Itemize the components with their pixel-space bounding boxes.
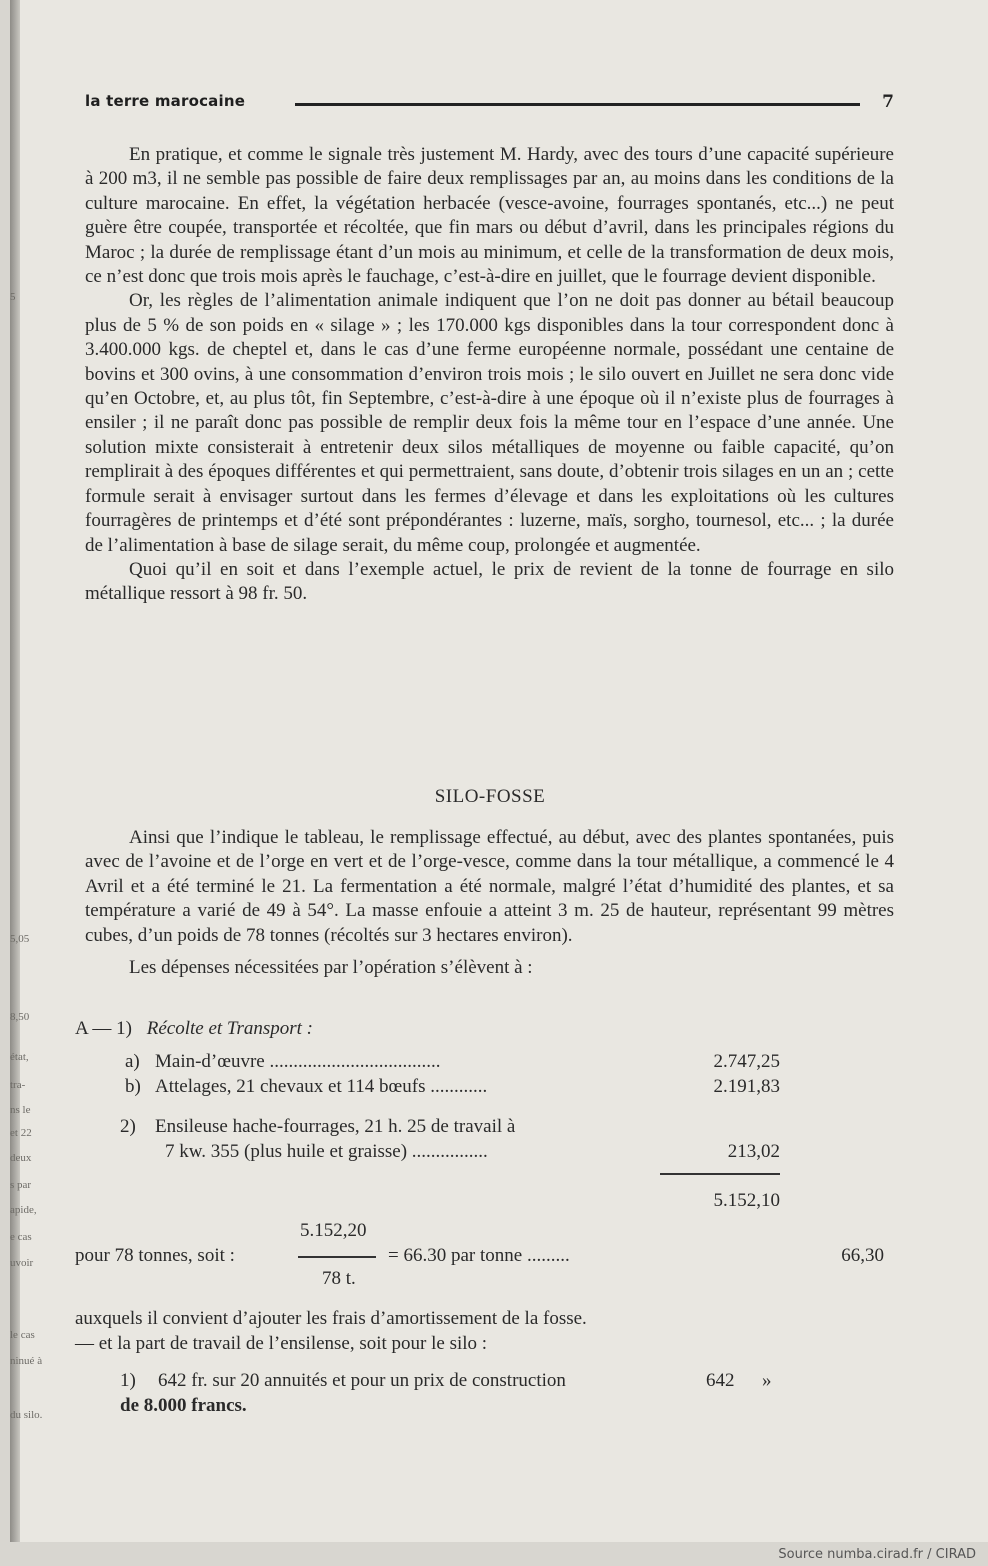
item-c-text-1: Ensileuse hache-fourrages, 21 h. 25 de travail à xyxy=(155,1116,516,1137)
margin-fragment: ns le xyxy=(10,1104,31,1116)
item-b-label: b) xyxy=(125,1076,141,1097)
calc-result: = 66.30 par tonne ......... xyxy=(388,1245,570,1266)
margin-fragment: 5 xyxy=(10,291,16,303)
paragraph: Quoi qu’il en soit et dans l’exemple actuel, le prix de revient de la tonne de fourrage en silo métallique ressort à 98 fr. 50. xyxy=(85,558,894,605)
section-title: SILO-FOSSE xyxy=(434,786,546,807)
source-credit: Source numba.cirad.fr / CIRAD xyxy=(778,1547,976,1562)
journal-title: la terre marocaine xyxy=(85,92,246,110)
margin-fragment: 8,50 xyxy=(10,1011,30,1023)
closing-line-2: — et la part de travail de l’ensilense, soit pour le silo : xyxy=(75,1333,488,1354)
paragraph: Or, les règles de l’alimentation animale indiquent que l’on ne doit pas donner au bétail beaucoup plus de 5 % de son poids en « silage » ; les 170.000 kgs disponibles dans la tour correspondent donc à 3.400.000 kgs. de cheptel et, dans le cas d’une ferme européenne normale, possédant une centaine de bovins et 300 ovins, à une consommation d’environ trois mois ; le silo ouvert en Juillet ne sera donc vide qu’en Octobre, et, au plus tôt, fin Septembre, c’est-à-dire à une époque où il n’existe plus de fourrages à ensiler ; il ne paraît donc pas possible de remplir deux fois la même tour en l’espace d’une année. Une solution mixte consisterait à entretenir deux silos métalliques de moyenne ou faible capacité, qu’on remplirait à des époques différentes et qui permettraient, sans doute, d’obtenir trois silages en un an ; cette formule serait à envisager surtout dans les fermes d’élevage et dans les exploitations où les cultures fourragères de printemps et d’été sont prépondérantes : luzerne, maïs, sorgho, tournesol, etc... ; la durée de l’alimentation à base de silage serait, du même coup, prolongée et augmentée. xyxy=(85,290,894,556)
margin-fragment: ninué à xyxy=(10,1355,43,1367)
silo-body-text xyxy=(85,826,894,980)
margin-fragment: s par xyxy=(10,1179,32,1191)
section-a-title: Récolte et Transport : xyxy=(146,1018,313,1039)
margin-fragment: e cas xyxy=(10,1231,32,1243)
closing-item-amount: 642 xyxy=(706,1370,735,1391)
margin-fragment: tra- xyxy=(10,1079,26,1091)
total-amount: 5.152,10 xyxy=(713,1190,780,1211)
margin-fragment: deux xyxy=(10,1152,32,1164)
closing-item-text: 642 fr. sur 20 annuités et pour un prix de construction xyxy=(158,1370,566,1391)
page-number: 7 xyxy=(882,92,894,112)
expenses-intro: Les dépenses nécessitées par l’opération s’élèvent à : xyxy=(129,957,533,979)
calc-prefix: pour 78 tonnes, soit : xyxy=(75,1245,235,1266)
item-b-text: Attelages, 21 chevaux et 114 bœufs ............ xyxy=(155,1076,488,1097)
item-a-label: a) xyxy=(125,1051,140,1072)
margin-fragment: du silo. xyxy=(10,1409,43,1421)
section-a-number: A — 1) xyxy=(75,1018,132,1039)
item-c-label: 2) xyxy=(120,1116,136,1137)
sum-rule xyxy=(660,1173,780,1175)
margin-fragment: 5,05 xyxy=(10,933,30,945)
margin-fragment: état, xyxy=(10,1051,29,1063)
item-a-text: Main-d’œuvre .................................... xyxy=(155,1051,441,1072)
calc-denominator: 78 t. xyxy=(322,1268,356,1289)
margin-fragment: le cas xyxy=(10,1329,35,1341)
closing-item-label: 1) xyxy=(120,1370,136,1391)
item-c-amount: 213,02 xyxy=(727,1141,780,1162)
adjacent-page-edge xyxy=(10,0,20,1542)
margin-fragment: uvoir xyxy=(10,1257,34,1269)
margin-fragment: et 22 xyxy=(10,1127,32,1139)
item-c-text-2: 7 kw. 355 (plus huile et graisse) ................ xyxy=(165,1141,488,1162)
section-a-label xyxy=(75,1018,313,1040)
calc-numerator: 5.152,20 xyxy=(300,1220,367,1241)
item-b-amount: 2.191,83 xyxy=(713,1076,780,1097)
document-page xyxy=(10,0,988,1542)
closing-item-text-2: de 8.000 francs. xyxy=(120,1395,247,1416)
header-rule xyxy=(295,103,860,106)
paragraph: Ainsi que l’indique le tableau, le remplissage effectué, au début, avec des plantes spontanées, puis avec de l’avoine et de l’orge en vert et de l’orge-vesce, comme dans la tour métallique, a commencé le 4 Avril et a été terminé le 21. La fermentation a été normale, malgré l’état d’humidité des plantes, et sa température a varié de 49 à 54°. La masse enfouie a atteint 3 m. 25 de hauteur, représentant 99 mètres cubes, d’un poids de 78 tonnes (récoltés sur 3 hectares environ). xyxy=(85,827,894,946)
running-header xyxy=(85,92,900,114)
fraction-bar xyxy=(298,1256,376,1258)
closing-item-mark: » xyxy=(762,1370,772,1391)
closing-line-1: auxquels il convient d’ajouter les frais d’amortissement de la fosse. xyxy=(75,1308,587,1329)
paragraph: En pratique, et comme le signale très justement M. Hardy, avec des tours d’une capacité supérieure à 200 m3, il ne semble pas possible de faire deux remplissages par an, au moins dans les conditions de la culture marocaine. En effet, la végétation herbacée (vesce-avoine, fourrages spontanés, etc...) ne peut guère être coupée, transportée et récoltée, que fin mars ou début d’avril, dans les principales régions du Maroc ; la durée de remplissage étant d’un mois au minimum, et celle de la transformation de deux mois, ce n’est donc que trois mois après le fauchage, c’est-à-dire en juillet, que le fourrage devient disponible. xyxy=(85,144,894,288)
calc-right-value: 66,30 xyxy=(841,1245,884,1266)
item-a-amount: 2.747,25 xyxy=(713,1051,780,1072)
body-text xyxy=(85,143,894,607)
margin-fragment: apide, xyxy=(10,1204,37,1216)
